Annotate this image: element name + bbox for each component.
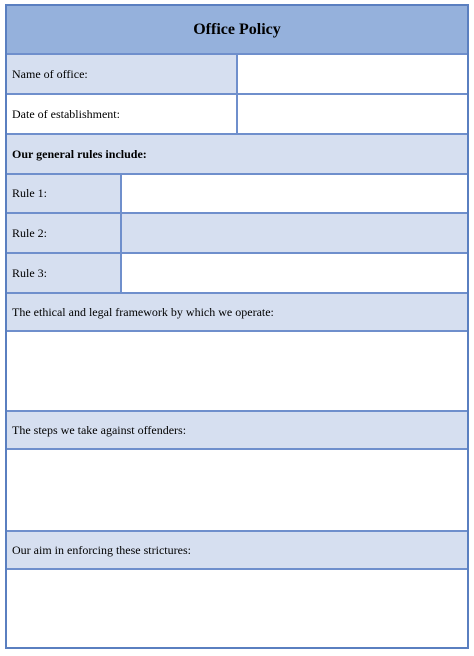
form-title: Office Policy xyxy=(193,20,281,38)
rule-2-field[interactable] xyxy=(122,214,467,252)
rule-3-label: Rule 3: xyxy=(7,254,122,292)
name-of-office-field[interactable] xyxy=(238,55,467,93)
date-of-establishment-row xyxy=(7,95,467,135)
date-of-establishment-field[interactable] xyxy=(238,95,467,133)
name-of-office-label: Name of office: xyxy=(7,55,238,93)
ethical-framework-heading: The ethical and legal framework by which we operate: xyxy=(12,304,274,319)
ethical-framework-heading-row xyxy=(7,294,467,332)
office-policy-form xyxy=(5,4,469,649)
name-of-office-row xyxy=(7,55,467,95)
steps-against-offenders-field[interactable] xyxy=(7,450,467,532)
aim-in-enforcing-field[interactable] xyxy=(7,570,467,647)
aim-in-enforcing-heading: Our aim in enforcing these strictures: xyxy=(12,542,191,557)
rule-1-label: Rule 1: xyxy=(7,175,122,212)
rule-1-field[interactable] xyxy=(122,175,467,212)
steps-against-offenders-heading-row xyxy=(7,412,467,450)
form-title-bar xyxy=(7,6,467,55)
ethical-framework-field[interactable] xyxy=(7,332,467,412)
steps-against-offenders-heading: The steps we take against offenders: xyxy=(12,422,187,437)
aim-in-enforcing-heading-row xyxy=(7,532,467,570)
rule-1-row xyxy=(7,175,467,214)
rule-2-row xyxy=(7,214,467,254)
rule-2-label: Rule 2: xyxy=(7,214,122,252)
rule-3-row xyxy=(7,254,467,294)
general-rules-heading-row xyxy=(7,135,467,175)
general-rules-heading: Our general rules include: xyxy=(12,146,147,161)
rule-3-field[interactable] xyxy=(122,254,467,292)
date-of-establishment-label: Date of establishment: xyxy=(7,95,238,133)
